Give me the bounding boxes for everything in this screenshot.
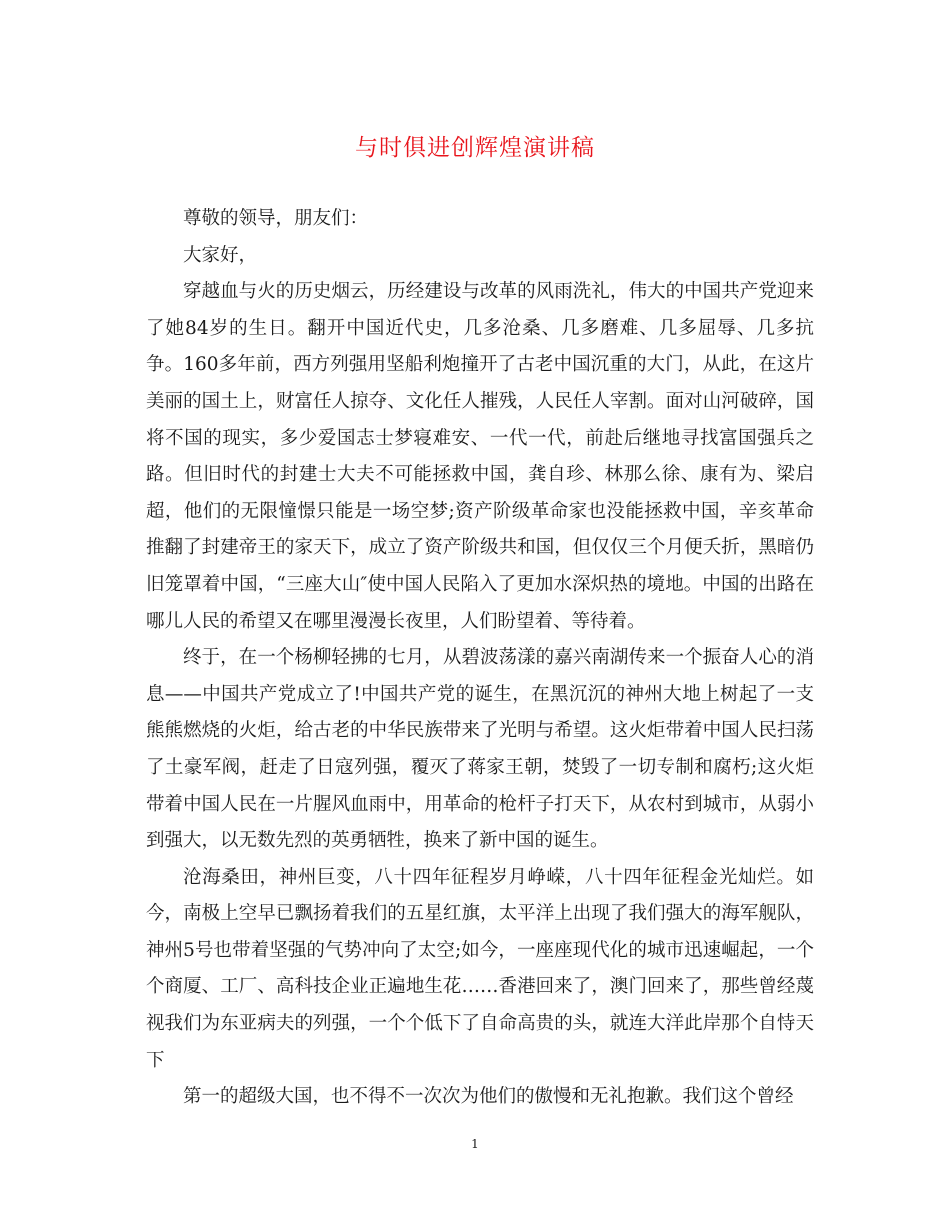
paragraph-founding: 终于，在一个杨柳轻拂的七月，从碧波荡漾的嘉兴南湖传来一个振奋人心的消息——中国共产党成立了!中国共产党的诞生，在黑沉沉的神州大地上树起了一支熊熊燃烧的火炬，给古老的中华民族带来了光明与希望。这火炬带着中国人民扫荡了土豪军阀，赶走了日寇列强，覆灭了蒋家王朝，焚毁了一切专制和腐朽;这火炬带着中国人民在一片腥风血雨中，用革命的枪杆子打天下，从农村到城市，从弱小到强大，以无数先烈的英勇牺牲，换来了新中国的诞生。 bbox=[146, 647, 814, 852]
document-title: 与时俱进创辉煌演讲稿 bbox=[355, 135, 595, 161]
page-number: 1 bbox=[471, 1137, 479, 1151]
document-body bbox=[146, 201, 814, 1116]
paragraph-history: 穿越血与火的历史烟云，历经建设与改革的风雨洗礼，伟大的中国共产党迎来了她84岁的生日。翻开中国近代史，几多沧桑、几多磨难、几多屈辱、几多抗争。160多年前，西方列强用坚船利炮撞开了古老中国沉重的大门，从此，在这片美丽的国土上，财富任人掠夺、文化任人摧残，人民任人宰割。面对山河破碎，国将不国的现实，多少爱国志士梦寝难安、一代一代，前赴后继地寻找富国强兵之路。但旧时代的封建士大夫不可能拯救中国，龚自珍、林那么徐、康有为、梁启超，他们的无限憧憬只能是一场空梦;资产阶级革命家也没能拯救中国，辛亥革命推翻了封建帝王的家天下，成立了资产阶级共和国，但仅仅三个月便夭折，黑暗仍旧笼罩着中国，“三座大山″使中国人民陷入了更加水深炽热的境地。中国的出路在哪儿人民的希望又在哪里漫漫长夜里，人们盼望着、等待着。 bbox=[146, 281, 814, 632]
greeting: 大家好， bbox=[183, 244, 258, 266]
paragraph-change: 沧海桑田，神州巨变，八十四年征程岁月峥嵘，八十四年征程金光灿烂。如今，南极上空早已飘扬着我们的五星红旗，太平洋上出现了我们强大的海军舰队，神州5号也带着坚强的气势冲向了太空;如今，一座座现代化的城市迅速崛起，一个个商厦、工厂、高科技企业正遍地生花……香港回来了，澳门回来了，那些曾经蔑视我们为东亚病夫的列强，一个个低下了自命高贵的头，就连大洋此岸那个自恃天下 bbox=[146, 866, 814, 1071]
paragraph-continued: 第一的超级大国，也不得不一次次为他们的傲慢和无礼抱歉。我们这个曾经 bbox=[183, 1086, 794, 1108]
salutation: 尊敬的领导，朋友们： bbox=[183, 208, 369, 229]
